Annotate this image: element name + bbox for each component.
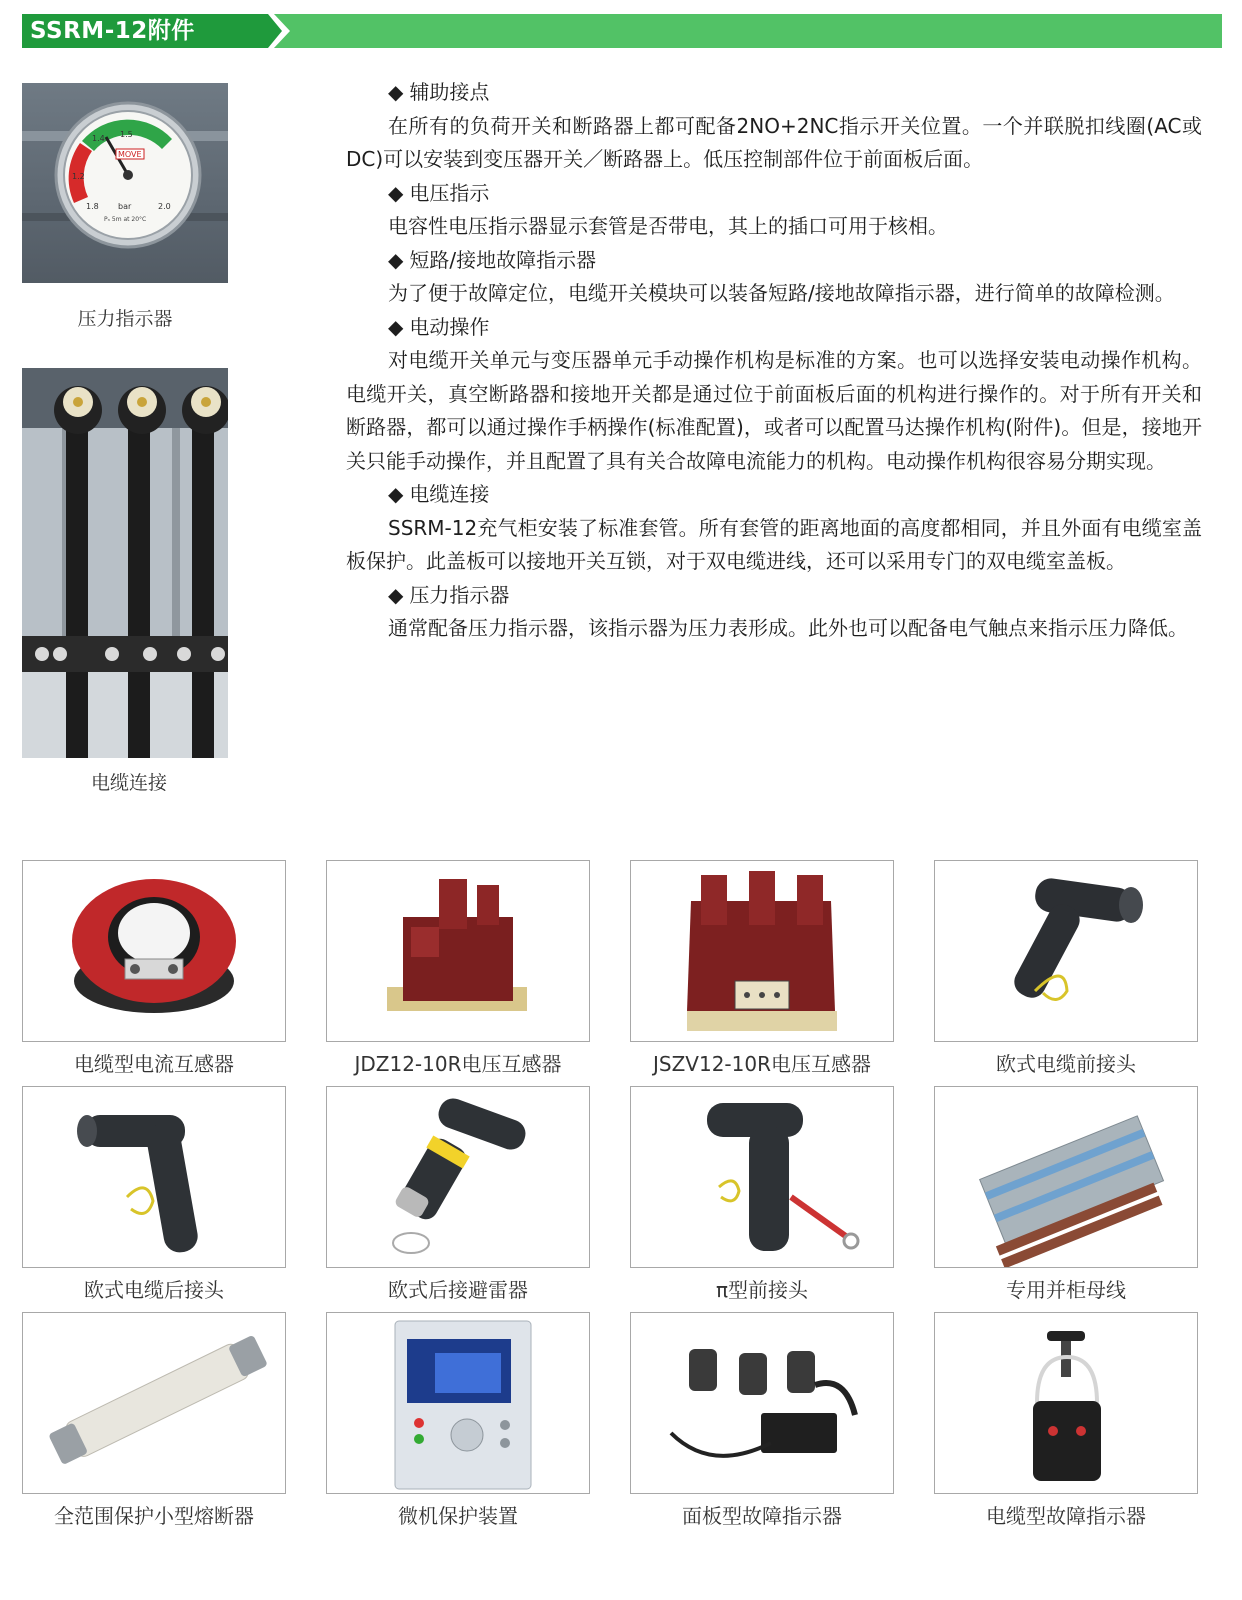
vt-three-phase-icon <box>630 860 894 1042</box>
product-label: JSZV12-10R电压互感器 <box>653 1052 871 1076</box>
product-label: 电缆型电流互感器 <box>74 1052 234 1076</box>
product-card <box>326 860 590 1077</box>
product-card <box>326 1312 590 1529</box>
product-card <box>22 1086 286 1303</box>
section-heading: ◆ 辅助接点 <box>388 80 490 104</box>
section-body: 通常配备压力指示器，该指示器为压力表形成。此外也可以配备电气触点来指示压力降低。 <box>388 616 1188 640</box>
cable-caption: 电缆连接 <box>90 772 167 794</box>
product-label: 欧式电缆前接头 <box>996 1052 1136 1076</box>
diamond-bullet-icon: ◆ <box>388 582 404 607</box>
busbar-icon <box>934 1086 1198 1268</box>
product-card <box>630 860 894 1077</box>
section-body: 为了便于故障定位，电缆开关模块可以装备短路/接地故障指示器，进行简单的故障检测。 <box>388 281 1175 305</box>
pressure-gauge-photo <box>22 83 228 283</box>
vt-icon <box>326 860 590 1042</box>
product-card <box>22 1312 286 1529</box>
product-label: 电缆型故障指示器 <box>986 1504 1146 1528</box>
diamond-bullet-icon: ◆ <box>388 80 404 104</box>
section-heading: ◆ 电缆连接 <box>388 482 490 506</box>
section-body: 对电缆开关单元与变压器单元手动操作机构是标准的方案。也可以选择安装电动操作机构。电缆开关，真空断路器和接地开关都是通过位于前面板后面的机构进行操作的。对于所有开关和断路器，都可以通过操作手柄操作(标准配置)，或者可以配置马达操作机构(附件)。但是，接地开关只能手动操作，并且配置了具有关合故障电流能力的机构。电动操作机构很容易分期实现。 <box>346 348 1202 473</box>
diamond-bullet-icon: ◆ <box>388 180 404 205</box>
product-card <box>934 1312 1198 1529</box>
product-label: π型前接头 <box>715 1278 809 1302</box>
product-card <box>934 860 1198 1077</box>
diamond-bullet-icon: ◆ <box>388 247 404 272</box>
product-card <box>326 1086 590 1303</box>
page-title: SSRM-12附件 <box>30 18 195 44</box>
section-body: 电容性电压指示器显示套管是否带电，其上的插口可用于核相。 <box>388 214 948 238</box>
panel-fault-indicator-icon <box>630 1312 894 1494</box>
gauge-scale-label: 1.8 <box>86 202 99 211</box>
gauge-scale-label: 1.4 <box>92 134 105 143</box>
gauge-badge: MOVE <box>118 150 142 159</box>
gauge-unit-label: bar <box>118 202 132 211</box>
description-text <box>346 76 1202 646</box>
product-label: 专用并柜母线 <box>1006 1278 1126 1302</box>
product-card <box>934 1086 1198 1303</box>
product-card <box>22 860 286 1077</box>
gauge-scale-label: 1.5 <box>120 130 133 139</box>
product-label: 微机保护装置 <box>398 1504 518 1528</box>
cable-connection-photo <box>22 368 228 758</box>
diamond-bullet-icon: ◆ <box>388 482 404 506</box>
diamond-bullet-icon: ◆ <box>388 314 404 339</box>
product-label: 欧式后接避雷器 <box>388 1278 528 1302</box>
fuse-icon <box>22 1312 286 1494</box>
product-label: 全范围保护小型熔断器 <box>54 1504 254 1528</box>
cable-fault-indicator-icon <box>934 1312 1198 1494</box>
front-connector-icon <box>934 860 1198 1042</box>
surge-arrester-icon <box>326 1086 590 1268</box>
section-heading: ◆ 压力指示器 <box>388 582 510 607</box>
relay-device-icon <box>326 1312 590 1494</box>
product-label: JDZ12-10R电压互感器 <box>354 1052 562 1076</box>
gauge-caption: 压力指示器 <box>77 308 173 330</box>
gauge-scale-label: 1.2 <box>72 172 85 181</box>
ring-ct-icon <box>22 860 286 1042</box>
section-heading: ◆ 短路/接地故障指示器 <box>388 247 597 272</box>
product-card <box>630 1086 894 1303</box>
pi-connector-icon <box>630 1086 894 1268</box>
product-label: 面板型故障指示器 <box>682 1504 842 1528</box>
section-heading: ◆ 电压指示 <box>388 180 490 205</box>
gauge-note: Pₙ 5m at 20°C <box>104 216 147 223</box>
section-body: 在所有的负荷开关和断路器上都可配备2NO+2NC指示开关位置。一个并联脱扣线圈(AC或DC)可以安装到变压器开关／断路器上。低压控制部件位于前面板后面。 <box>346 113 1202 171</box>
gauge-scale-label: 2.0 <box>158 202 171 211</box>
product-card <box>630 1312 894 1529</box>
rear-connector-icon <box>22 1086 286 1268</box>
product-label: 欧式电缆后接头 <box>84 1278 224 1302</box>
section-heading: ◆ 电动操作 <box>388 314 490 339</box>
section-body: SSRM-12充气柜安装了标准套管。所有套管的距离地面的高度都相同，并且外面有电缆室盖板保护。此盖板可以接地开关互锁，对于双电缆进线，还可以采用专门的双电缆室盖板。 <box>346 515 1202 573</box>
